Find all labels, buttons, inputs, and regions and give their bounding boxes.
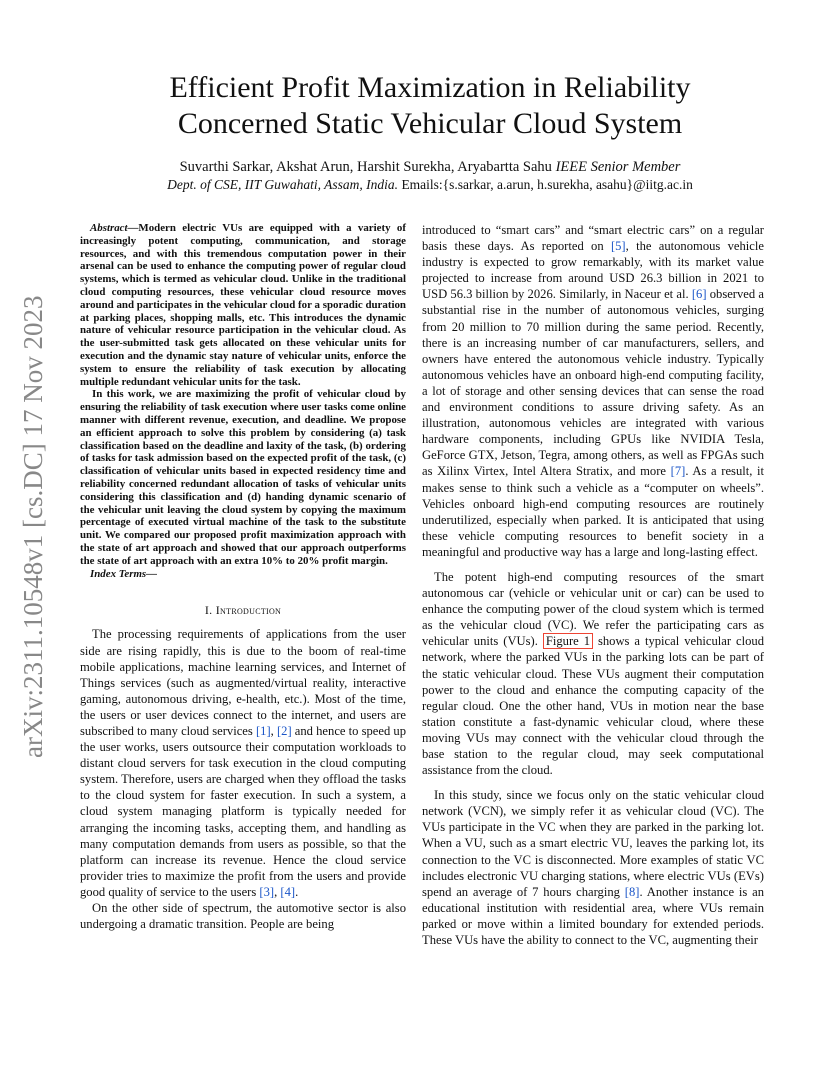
intro-text: , bbox=[274, 884, 281, 899]
abstract bbox=[80, 222, 406, 568]
affiliation bbox=[60, 176, 800, 194]
body-text: observed a substantial rise in the number of autonomous vehicles, surging from 20 million to 70 million during the same period. Recently, there is an increasing number of car manufacturers, sellers, and owners have entered the autonomous vehicle industry. Typically autonomous vehicles have an onboard high-end computing facility, a lot of storage and other sensing devices that can sense the road and environment conditions to assure driving safety. As an illustration, autonomous vehicles are integrated with various hardware components, including GPUs like NVIDIA Tesla, GeForce GTX, Jetson, Tegra, among others, as well as FPGAs such as Xilinx Virtex, Intel Altera Stratix, and more bbox=[422, 287, 764, 479]
author-list bbox=[60, 158, 800, 176]
citation-link[interactable]: [1] bbox=[255, 723, 271, 738]
left-column bbox=[80, 222, 406, 932]
right-paragraph-2 bbox=[422, 569, 764, 778]
arxiv-stamp bbox=[10, 280, 52, 760]
paper-title bbox=[80, 70, 780, 142]
intro-text: The processing requirements of applications from the user side are rising rapidly, this is due to the boom of real-time mobile applications, machine learning services, and Internet of Things services (such as augmented/virtual reality, interactive gaming, autonomous driving, e-health, etc.). Most of the time, the users or user devices connect to the internet, and users are subscribed to many cloud services bbox=[80, 627, 406, 738]
intro-paragraph-2: On the other side of spectrum, the automotive sector is also undergoing a dramatic transition. People are being bbox=[80, 901, 406, 932]
author-emails: Emails:{s.sarkar, a.arun, h.surekha, asahu}@iitg.ac.in bbox=[401, 177, 693, 192]
body-text: . As a result, it makes sense to think such a vehicle as a “computer on wheels”. Vehicles onboard high-end computing resources are routinely underutilized, especially when parked. It is anticipated that using these vehicle computing resources to benefit society in a meaningful and productive way has a large and long-lasting effect. bbox=[422, 464, 765, 559]
abstract-text-1: Modern electric VUs are equipped with a variety of increasingly potent computing, communication, and storage resources, and with this tremendous computation power in their arsenal can be used to enhance the computing power of regular cloud systems, which is termed as vehicular cloud. Unlike in the traditional cloud computing resources, these vehicular cloud resource moves around and participates in the vehicular cloud for a sporadic duration at parking places, shopping malls, etc. This introduces the dynamic nature of vehicular resource participation in the vehicular cloud. As the user-submitted task gets allocated on these vehicular units for execution and the dynamic stay nature of vehicular units, enforce the system to ensure the reliability of task execution by allocating multiple redundant vehicular units for the task. bbox=[80, 222, 406, 388]
section-title: Introduction bbox=[215, 603, 282, 618]
intro-paragraph-1 bbox=[80, 626, 406, 900]
intro-text: , bbox=[270, 723, 277, 738]
right-column bbox=[422, 222, 764, 957]
citation-link[interactable]: [8] bbox=[624, 884, 640, 899]
citation-link[interactable]: [3] bbox=[259, 884, 275, 899]
intro-text: and hence to speed up the user works, users outsource their computation workloads to distant cloud servers for task execution in the cloud computing system. Therefore, users are charged when they offload the tasks to the cloud system for faster execution. In such a system, a cloud system managing platform is typically needed for arranging the incoming tasks, accepting them, and handling as many computation demands from users as possible, so that the platform can increase its revenue. Hence the cloud service provider tries to maximize the profit from the users and provide good quality of service to the users bbox=[80, 723, 407, 899]
body-text: shows a typical vehicular cloud network, where the parked VUs in the parking lots can be part of the static vehicular cloud. These VUs augment their computation power to the cloud and enhance the computing capacity of the regular cloud. One the other hand, VUs in motion near the base station constitute a fast-dynamic vehicular cloud, where these moving VUs may connect with the vehicular cloud through the base station to the regular cloud, may seek computational assistance from the cloud. bbox=[422, 634, 764, 778]
introduction-body bbox=[80, 626, 406, 932]
citation-link[interactable]: [4] bbox=[280, 884, 296, 899]
body-text: introduced to “smart cars” and “smart electric cars” on a regular basis these days. As reported on bbox=[422, 223, 764, 254]
abstract-paragraph-1: Abstract—Modern electric VUs are equipped with a variety of increasingly potent computing, communication, and storage resources, and with this tremendous computation power in their arsenal can be used to enhance the computing power of regular cloud systems, which is termed as vehicular cloud. Unlike in the traditional cloud computing resources, these vehicular cloud resource moves around and participates in the vehicular cloud for a sporadic duration at parking places, shopping malls, etc. This introduces the dynamic nature of vehicular resource participation in the vehicular cloud. As the user-submitted task gets allocated on these vehicular units for execution and the dynamic stay nature of vehicular units, enforce the system to ensure the reliability of task execution by allocating multiple redundant vehicular units for the task. bbox=[80, 222, 406, 388]
right-paragraph-1 bbox=[422, 222, 764, 560]
citation-link[interactable]: [6] bbox=[691, 287, 707, 302]
citation-link[interactable]: [7] bbox=[670, 464, 686, 479]
figure-reference-link[interactable]: Figure 1 bbox=[543, 633, 593, 649]
right-paragraph-3 bbox=[422, 787, 764, 948]
title-line-1: Efficient Profit Maximization in Reliability bbox=[169, 71, 691, 104]
index-terms bbox=[80, 568, 406, 581]
title-line-2: Concerned Static Vehicular Cloud System bbox=[177, 107, 683, 140]
citation-link[interactable]: [5] bbox=[610, 239, 626, 254]
arxiv-stamp-text: arXiv:2311.10548v1 [cs.DC] 17 Nov 2023 bbox=[18, 295, 48, 758]
intro-text: . bbox=[295, 884, 299, 899]
author-role: IEEE Senior Member bbox=[555, 159, 681, 175]
abstract-lead: Abstract bbox=[90, 222, 128, 234]
citation-link[interactable]: [2] bbox=[276, 723, 292, 738]
section-heading-introduction bbox=[80, 602, 406, 618]
abstract-paragraph-2: In this work, we are maximizing the profit of vehicular cloud by ensuring the reliability of task execution where user tasks come online manner with different revenue, execution, and deadline. We propose an efficient approach to solve this problem by considering (a) task classification based on the deadline and laxity of the task, (b) ordering of tasks for task admission based on the expected profit of the task, (c) classification of vehicular units based in expected residency time and reliability concerned redundant allocation of tasks of vehicular units considering this classification and (d) handing dynamic scenario of the vehicular unit leaving the cloud system by copying the maximum percentage of executed virtual machine of the task to the substitute unit. We compared our proposed profit maximization approach with the state of art approach and showed that our approach outperforms the state of art approach with an extra 10% to 20% profit margin. bbox=[80, 388, 406, 567]
body-text: . Another instance is an educational institution with residential area, where VUs remain parked or move within a limited boundary for extended periods. These VUs have the ability to connect to the VC, augmenting their bbox=[422, 884, 764, 948]
author-names: Suvarthi Sarkar, Akshat Arun, Harshit Surekha, Aryabartta Sahu bbox=[179, 159, 552, 175]
body-text: In this study, since we focus only on the static vehicular cloud network (VCN), we simply refer it as vehicular cloud (VC). The VUs participate in the VC when they are parked in the parking lot. When a VU, such as a smart electric VU, leaves the parking lot, its connection to the VC is disconnected. More examples of static VC includes electronic VU charging stations, where electric VUs (EVs) spend an average of 7 hours charging bbox=[422, 788, 764, 899]
index-terms-label: Index Terms— bbox=[90, 567, 158, 580]
section-number: I. bbox=[204, 603, 213, 618]
body-text: , the autonomous vehicle industry is expected to grow remarkably, with its market value projected to increase from around USD 26.3 billion in 2021 to USD 56.3 billion by 2026. Similarly, in Naceur et al. bbox=[422, 239, 764, 302]
body-text: The potent high-end computing resources of the smart autonomous car (vehicle or vehicular unit or car) can be used to enhance the computing power of the cloud system which is termed as the vehicular cloud (VC). We refer the participating cars as vehicular units (VUs). bbox=[422, 569, 764, 649]
affiliation-dept: Dept. of CSE, IIT Guwahati, Assam, India. bbox=[167, 177, 399, 192]
